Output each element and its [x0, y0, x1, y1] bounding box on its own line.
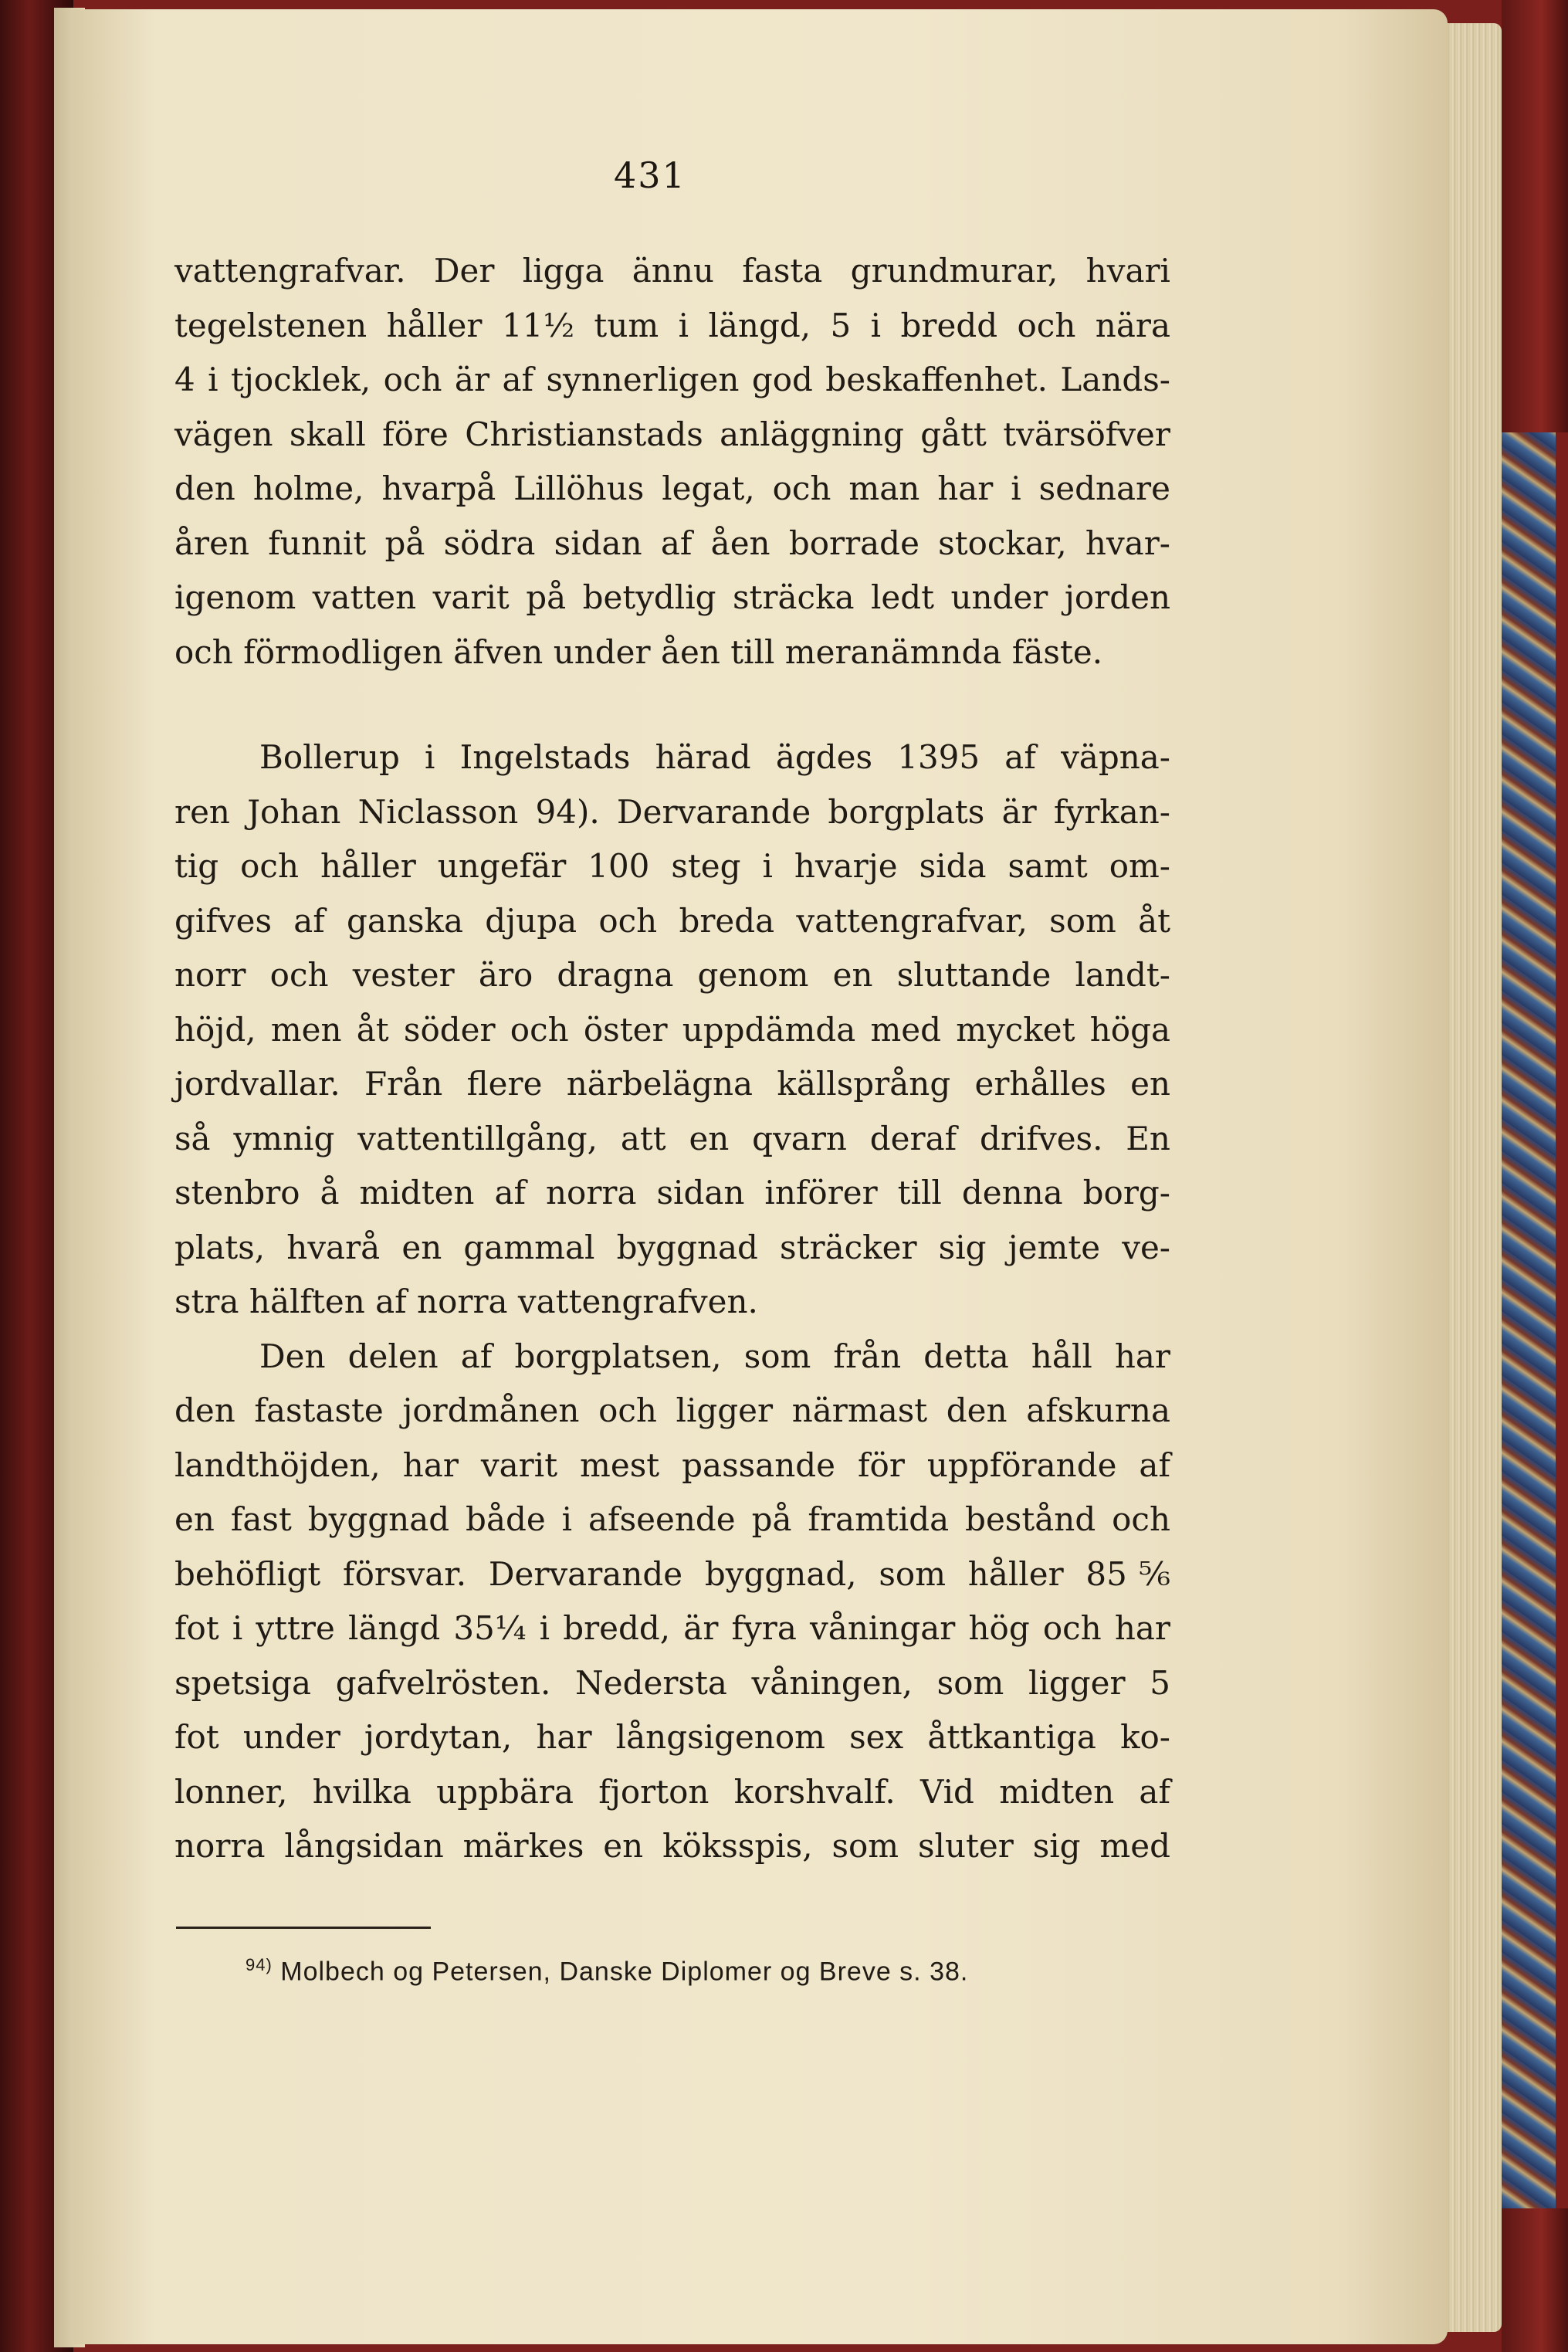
paragraph-2: [174, 730, 1170, 1330]
text-line: åren funnit på södra sidan af åen borrade stockar, hvar-: [174, 524, 1170, 562]
footnote: [246, 1955, 1095, 1987]
text-line: 4 i tjocklek, och är af synnerligen god beskaffenhet. Lands-: [174, 361, 1170, 398]
footnote-marker: 94): [246, 1955, 273, 1974]
text-line: stra hälften af norra vattengrafven.: [174, 1283, 758, 1320]
text-line: den fastaste jordmånen och ligger närmast den afskurna: [174, 1391, 1170, 1429]
text-line: den holme, hvarpå Lillöhus legat, och man har i sednare: [174, 469, 1170, 507]
footnote-divider: [176, 1927, 431, 1929]
footnote-text: Molbech og Petersen, Danske Diplomer og Breve s. 38.: [280, 1957, 969, 1987]
book-cover-right: [1502, 0, 1568, 432]
text-line: så ymnig vattentillgång, att en qvarn deraf drifves. En: [174, 1119, 1170, 1157]
body-text: [174, 244, 1170, 1874]
text-line: vattengrafvar. Der ligga ännu fasta grundmurar, hvari: [174, 252, 1170, 290]
text-line: ren Johan Niclasson 94). Dervarande borgplats är fyrkan-: [174, 792, 1170, 831]
text-line: och förmodligen äfven under åen till meranämnda fäste.: [174, 632, 1103, 671]
text-line: fot under jordytan, har långsigenom sex åttkantiga ko-: [174, 1718, 1170, 1756]
text-line: spetsiga gafvelröstеn. Nedersta våningen, som ligger 5: [174, 1663, 1170, 1702]
text-line: norra långsidan märkes en köksspis, som sluter sig med: [174, 1827, 1170, 1865]
paragraph-gap: [174, 680, 1170, 730]
text-line: igenom vatten varit på betydlig sträcka ledt under jorden: [174, 578, 1170, 616]
paragraph-3: [174, 1330, 1170, 1874]
marbled-page-edge: [1502, 432, 1556, 2208]
text-line: gifves af ganska djupa och breda vattengrafvar, som åt: [174, 901, 1170, 940]
text-line: höjd, men åt söder och öster uppdämda med mycket höga: [174, 1010, 1170, 1049]
text-line: stenbro å midten af norra sidan införer till denna borg-: [174, 1174, 1170, 1212]
text-line: Den delen af borgplatsen, som från detta håll har: [259, 1337, 1170, 1375]
text-line: en fast byggnad både i afseende på framtida bestånd och: [174, 1500, 1170, 1538]
text-line: tig och håller ungefär 100 steg i hvarje sida samt om-: [174, 847, 1170, 885]
text-line: lonner, hvilka uppbära fjorton korshvalf. Vid midten af: [174, 1772, 1170, 1811]
text-line: fot i yttre längd 35¼ i bredd, är fyra våningar hög och har: [174, 1609, 1170, 1647]
text-line: norr och vester äro dragna genom en sluttande landt-: [174, 956, 1170, 994]
text-line: plats, hvarå en gammal byggnad sträcker sig jemte ve-: [174, 1228, 1170, 1266]
text-line: tegelstenen håller 11½ tum i längd, 5 i bredd och nära: [174, 306, 1170, 344]
text-line: jordvallar. Från flere närbelägna källsprång erhålles en: [174, 1065, 1170, 1103]
book-cover-right-bottom: [1502, 2208, 1568, 2352]
text-line: behöfligt försvar. Dervarande byggnad, som håller 85⅚: [174, 1554, 1170, 1593]
text-line: vägen skall före Christianstads anläggning gått tvärsöfver: [174, 415, 1170, 453]
text-line: Bollerup i Ingelstads härad ägdes 1395 af väpna-: [259, 738, 1170, 776]
page-number: 431: [614, 154, 686, 196]
paragraph-1: [174, 244, 1170, 680]
text-line: landthöjden, har varit mest passande för uppförande af: [174, 1445, 1170, 1484]
